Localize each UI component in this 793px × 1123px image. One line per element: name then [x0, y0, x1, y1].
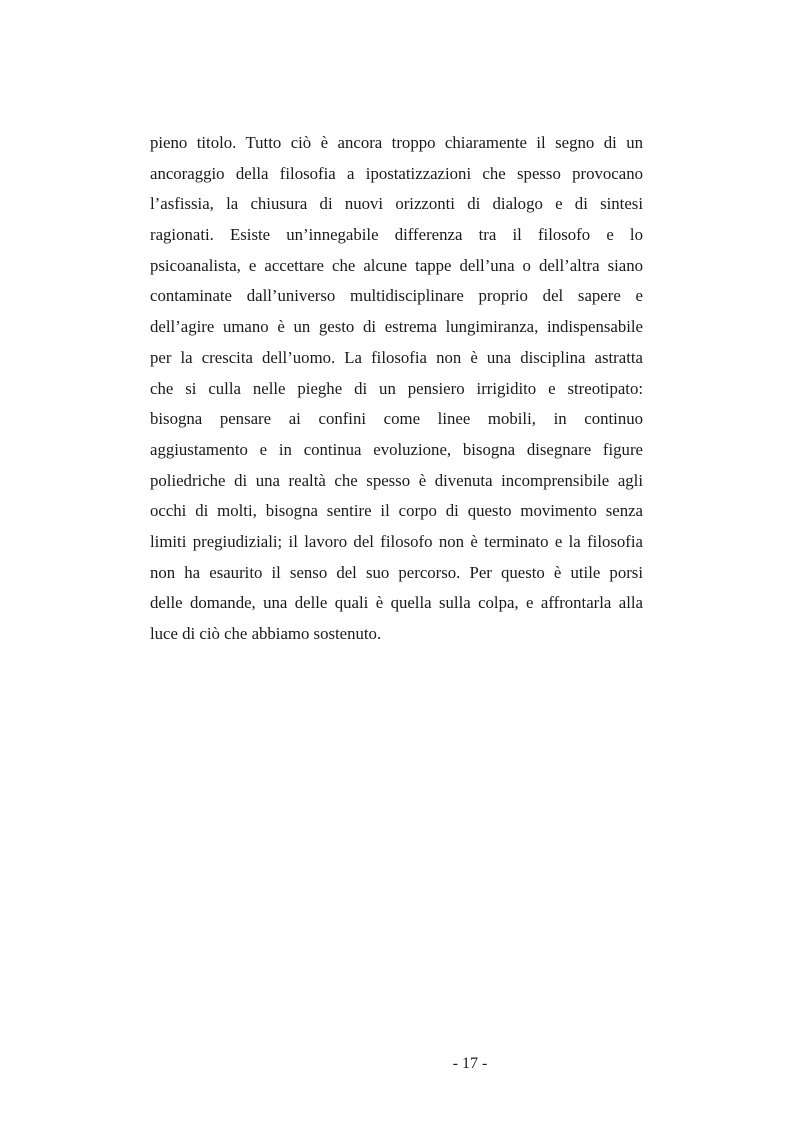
text-line: per la crescita dell’uomo. La filosofia non è una disciplina astratta: [150, 347, 643, 367]
text-line: poliedriche di una realtà che spesso è divenuta incomprensibile agli: [150, 470, 643, 490]
text-line: psicoanalista, e accettare che alcune tappe dell’una o dell’altra siano: [150, 255, 643, 275]
text-line: limiti pregiudiziali; il lavoro del filosofo non è terminato e la filosofia: [150, 531, 643, 551]
text-line-last: luce di ciò che abbiamo sostenuto.: [150, 624, 382, 643]
text-line: ancoraggio della filosofia a ipostatizzazioni che spesso provocano: [150, 163, 643, 183]
text-line: l’asfissia, la chiusura di nuovi orizzonti di dialogo e di sintesi: [150, 194, 643, 214]
text-line: non ha esaurito il senso del suo percorso. Per questo è utile porsi: [150, 562, 643, 582]
text-line: pieno titolo. Tutto ciò è ancora troppo chiaramente il segno di un: [150, 133, 643, 152]
text-line: dell’agire umano è un gesto di estrema lungimiranza, indispensabile: [150, 317, 643, 337]
text-line: aggiustamento e in continua evoluzione, bisogna disegnare figure: [150, 439, 643, 459]
text-line: occhi di molti, bisogna sentire il corpo di questo movimento senza: [150, 501, 643, 521]
text-line: delle domande, una delle quali è quella sulla colpa, e affrontarla alla: [150, 593, 643, 613]
text-line: bisogna pensare ai confini come linee mobili, in continuo: [150, 409, 643, 429]
page-number: - 17 -: [452, 1055, 488, 1072]
body-paragraph: [150, 128, 643, 650]
text-line: contaminate dall’universo multidisciplinare proprio del sapere e: [150, 286, 643, 306]
text-line: che si culla nelle pieghe di un pensiero irrigidito e streotipato:: [150, 378, 643, 398]
text-line: ragionati. Esiste un’innegabile differenza tra il filosofo e lo: [150, 225, 643, 245]
